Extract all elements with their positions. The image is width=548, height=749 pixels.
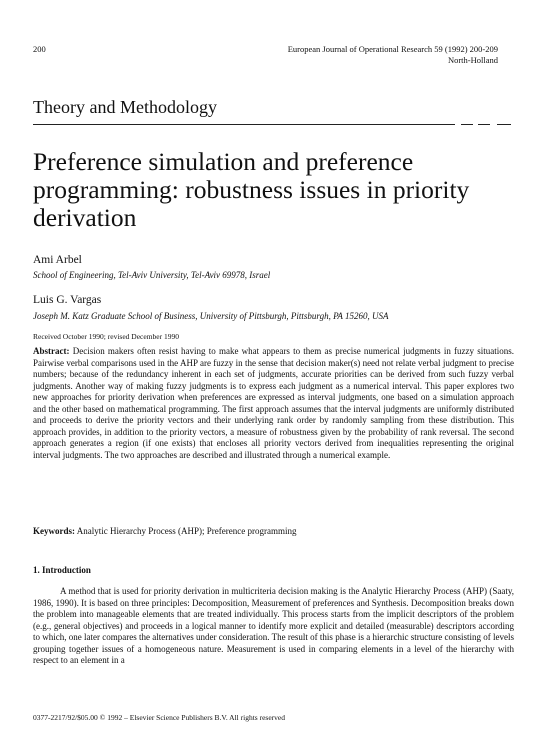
author-affiliation: Joseph M. Katz Graduate School of Business, University of Pittsburgh, Pittsburgh, PA 15260, USA [33,311,389,321]
keywords-text: Analytic Hierarchy Process (AHP); Preference programming [76,526,297,536]
section-rule-dash [497,124,511,125]
section-rule-dash [461,124,473,125]
introduction-heading: 1. Introduction [33,565,91,575]
paper-title: Preference simulation and preference programming: robustness issues in priority derivation [33,147,470,232]
page-number: 200 [33,44,46,54]
copyright-footer: 0377-2217/92/$05.00 © 1992 – Elsevier Science Publishers B.V. All rights reserved [33,713,285,722]
section-heading: Theory and Methodology [33,97,217,117]
journal-citation [288,44,498,66]
keywords [33,526,514,536]
author-name: Ami Arbel [33,254,82,266]
author-affiliation: School of Engineering, Tel-Aviv University, Tel-Aviv 69978, Israel [33,270,271,280]
received-dates: Received October 1990; revised December 1990 [33,332,179,341]
abstract-label: Abstract: [33,346,70,356]
author-name: Luis G. Vargas [33,294,102,306]
section-rule [33,124,455,125]
introduction-text: A method that is used for priority derivation in multicriteria decision making is the Analytic Hierarchy Process (AHP) (Saaty, 1986, 1990). It is based on three principles: Decomposition, Measurement of preferences and Synthesis. Decomposition breaks down the problem into manageable elements that are treated individually. This process starts from the implicit descriptors of the problem (e.g., general objectives) and proceeds in a logical manner to identify more explicit and detailed (measurable) descriptors according to which, one later compares the alternatives under consideration. The result of this phase is a hierarchic structure consisting of levels grouping together issues of a homogeneous nature. Measurement is used in comparing elements in a level of the hierarchy with respect to an element in a [33,586,514,665]
keywords-label: Keywords: [33,526,75,536]
abstract-text: Decision makers often resist having to make what appears to them as precise numerical judgments in fuzzy situations. Pairwise verbal comparisons used in the AHP are fuzzy in the sense that decision maker(s) need not relate verbal judgment to precise numbers; because of the redundancy inherent in each set of judgments, accurate priorities can be derived from such fuzzy verbal judgments. Another way of making fuzzy judgments is to express each judgment as a numerical interval. This paper explores two new approaches for priority derivation when preferences are expressed as interval judgments, one based on a simulation approach and the other based on mathematical programming. The first approach assumes that the interval judgments are uniformly distributed and proceeds to derive the priority vectors and their underlying rank order by randomly sampling from these distribution. This approach provides, in addition to the priority vectors, a measure of robustness given by the probability of rank reversal. The second approach generates a region (if one exists) that encloses all priority vectors derived from inequalities representing the original interval judgments. The two approaches are described and illustrated through a numerical example. [33,346,514,460]
journal-line: European Journal of Operational Research 59 (1992) 200-209 [287,44,498,54]
abstract [33,346,514,461]
publisher-line: North-Holland [447,55,498,65]
section-rule-dash [478,124,490,125]
